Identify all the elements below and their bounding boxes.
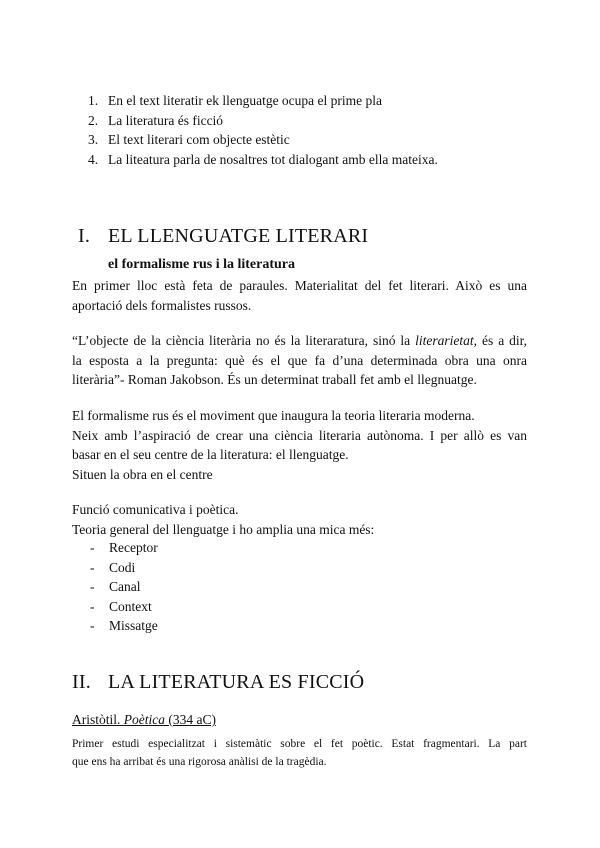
section-heading-2 [72,671,364,694]
list-text: En el text literatir ek llenguatge ocupa el prime pla [108,93,383,108]
paragraph-line: Funció comunicativa i poètica. [72,502,239,517]
list-number: 4. [88,151,99,167]
reference-author: Aristòtil. [72,712,124,727]
paragraph-jakobson-quote [72,331,527,390]
reference-line [72,712,216,728]
list-dash: - [90,579,95,594]
section-number: II. [72,671,91,693]
paragraph-line: aportació dels formalistes russos. [72,297,252,313]
list-number: 2. [88,112,99,128]
paragraph-line: Neix amb l’aspiració de crear una ciència literaria autònoma. I per allò es van [72,427,527,443]
section-number: I. [78,225,91,247]
list-text: Receptor [109,540,158,555]
paragraph-line: la esposta a la pregunta: què és el que fa d’una determinada obra una onra [72,352,527,368]
list-text: Canal [109,579,141,594]
list-dash: - [90,618,95,633]
list-item [88,150,438,170]
reference-year: (334 aC) [165,712,216,727]
quote-text: , és a dir, [473,333,527,348]
paragraph-line [72,331,527,351]
list-dash: - [90,540,95,555]
list-text: El text literari com objecte estètic [108,132,290,147]
quote-text: “L’objecte de la ciència literària no és la literaratura, sinó la [72,333,416,348]
list-number: 3. [88,132,99,147]
section-title: EL LLENGUATGE LITERARI [108,225,369,247]
list-number: 1. [88,93,99,108]
paragraph-materialitat [72,276,527,315]
list-item [90,558,158,578]
list-dash: - [90,559,95,575]
paragraph-poetica [72,735,527,771]
reference-work: Poètica [123,712,165,727]
list-item [88,91,438,111]
paragraph-line: En primer lloc està feta de paraules. Materialitat del fet literari. Això es una [72,278,527,293]
section-title: LA LITERATURA ES FICCIÓ [108,671,365,693]
paragraph-line: literària”- Roman Jakobson. És un determinat traball fet amb el llegnuatge. [72,372,477,387]
paragraph-line: Teoria general del llenguatge i ho amplia una mica més: [72,521,375,537]
intro-numbered-list [88,91,438,169]
list-text: La literatura és ficció [108,112,224,128]
paragraph-line: que ens ha arribat és una rigorosa anàlisi de la tragèdia. [72,756,327,768]
quote-italic-term: literarietat [415,333,474,348]
paragraph-line: Situen la obra en el centre [72,466,213,482]
paragraph-line: Primer estudi especialitzat i sistemàtic sobre el fet poètic. Estat fragmentari. La part [72,738,527,750]
paragraph-formalisme [72,406,527,484]
list-item [90,597,158,617]
list-item [90,577,158,597]
list-item [90,616,158,636]
list-text: Context [109,598,152,614]
list-item [90,538,158,558]
communication-elements-list [90,538,158,636]
paragraph-line: El formalisme rus és el moviment que inaugura la teoria literaria moderna. [72,408,475,423]
list-item [88,111,438,131]
list-item [88,130,438,150]
paragraph-line: basar en el seu centre de la literatura: el llenguatge. [72,447,349,462]
list-dash: - [90,598,95,614]
list-text: Codi [109,559,136,575]
paragraph-funcio [72,500,527,539]
list-text: La liteatura parla de nosaltres tot dialogant amb ella mateixa. [108,151,438,167]
section-subtitle: el formalisme rus i la literatura [108,257,296,272]
section-heading-1 [78,225,368,248]
list-text: Missatge [109,618,158,633]
